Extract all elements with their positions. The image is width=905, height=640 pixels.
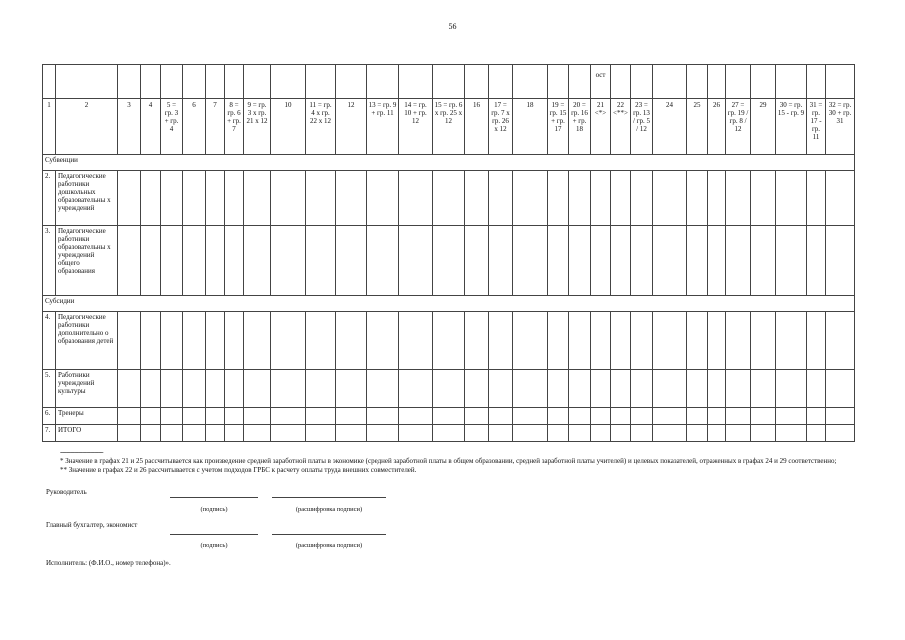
table-cell	[569, 370, 591, 408]
table-cell	[161, 65, 183, 99]
chief-signature-line	[170, 534, 258, 535]
table-cell	[826, 370, 855, 408]
table-cell	[225, 312, 244, 370]
table-cell	[433, 408, 465, 425]
table-cell	[183, 312, 206, 370]
table-cell	[776, 312, 807, 370]
row-label: Педагогические работники дополнительно о образования детей	[56, 312, 118, 370]
table-cell	[56, 65, 118, 99]
chief-label: Главный бухгалтер, экономист	[46, 521, 138, 529]
column-header: 7	[206, 99, 225, 155]
table-cell	[708, 370, 726, 408]
table-cell	[826, 171, 855, 226]
table-cell	[751, 408, 776, 425]
table-cell	[751, 425, 776, 442]
executor-line: Исполнитель: (Ф.И.О., номер телефона)».	[46, 559, 171, 567]
table-cell	[653, 171, 687, 226]
column-header: 23 = гр. 13 / гр. 5 / 12	[631, 99, 653, 155]
table-cell	[687, 226, 708, 296]
column-header: 26	[708, 99, 726, 155]
table-cell	[807, 65, 826, 99]
table-cell	[271, 312, 306, 370]
column-header: 1	[43, 99, 56, 155]
table-cell	[807, 171, 826, 226]
table-cell	[141, 171, 161, 226]
table-cell	[433, 370, 465, 408]
table-cell	[776, 65, 807, 99]
table-cell	[206, 226, 225, 296]
table-cell	[569, 312, 591, 370]
head-sign-caption: (подпись)	[200, 506, 228, 513]
table-cell	[206, 408, 225, 425]
table-cell	[118, 65, 141, 99]
table-cell	[653, 312, 687, 370]
row-label: Работники учреждений культуры	[56, 370, 118, 408]
table-cell	[653, 226, 687, 296]
table-row	[43, 226, 855, 296]
table-cell	[611, 425, 631, 442]
table-cell	[513, 171, 548, 226]
table-cell	[751, 370, 776, 408]
table-cell	[336, 425, 367, 442]
column-header: 22 <**>	[611, 99, 631, 155]
table-cell	[489, 370, 513, 408]
table-cell	[489, 425, 513, 442]
table-cell	[807, 312, 826, 370]
table-cell	[183, 425, 206, 442]
table-cell	[708, 408, 726, 425]
table-cell	[271, 425, 306, 442]
table-cell	[513, 408, 548, 425]
table-cell	[726, 226, 751, 296]
table-cell	[244, 370, 271, 408]
table-cell	[225, 226, 244, 296]
head-label: Руководитель	[46, 488, 87, 496]
table-cell	[336, 312, 367, 370]
table-top-row	[43, 65, 855, 99]
table-cell	[631, 408, 653, 425]
table-cell	[399, 226, 433, 296]
table-row	[43, 312, 855, 370]
table-cell	[433, 425, 465, 442]
table-cell	[807, 226, 826, 296]
row-number: 6.	[43, 408, 56, 425]
table-cell	[548, 171, 569, 226]
table-cell	[591, 408, 611, 425]
table-cell	[244, 425, 271, 442]
table-cell	[183, 171, 206, 226]
table-cell	[118, 370, 141, 408]
table-cell	[336, 65, 367, 99]
row-number: 2.	[43, 171, 56, 226]
table-cell	[807, 425, 826, 442]
table-cell	[548, 425, 569, 442]
table-cell	[43, 65, 56, 99]
column-header: 4	[141, 99, 161, 155]
table-row	[43, 370, 855, 408]
table-cell	[465, 312, 489, 370]
table-cell	[726, 425, 751, 442]
table-cell	[653, 370, 687, 408]
row-number: 3.	[43, 226, 56, 296]
table-cell	[687, 425, 708, 442]
table-cell	[367, 171, 399, 226]
section-title: Субвенции	[43, 155, 855, 171]
table-cell	[225, 408, 244, 425]
table-cell	[118, 312, 141, 370]
table-cell	[591, 370, 611, 408]
table-cell	[399, 171, 433, 226]
top-row-fragment: ост	[595, 71, 606, 79]
head-decode-line	[272, 497, 386, 498]
table-cell	[776, 370, 807, 408]
table-cell	[826, 226, 855, 296]
table-cell	[161, 171, 183, 226]
table-cell	[399, 370, 433, 408]
table-cell	[653, 425, 687, 442]
table-cell	[244, 312, 271, 370]
section-row	[43, 296, 855, 312]
table-cell	[708, 65, 726, 99]
table-cell	[826, 65, 855, 99]
table-cell	[141, 370, 161, 408]
table-cell	[513, 425, 548, 442]
table-cell	[687, 408, 708, 425]
column-number-row	[43, 99, 855, 155]
table-cell	[548, 312, 569, 370]
column-header: 32 = гр. 30 + гр. 31	[826, 99, 855, 155]
column-header: 14 = гр. 10 + гр. 12	[399, 99, 433, 155]
table-cell	[141, 425, 161, 442]
table-cell	[244, 171, 271, 226]
table-cell	[306, 65, 336, 99]
section-title: Субсидии	[43, 296, 855, 312]
table-cell	[548, 65, 569, 99]
table-cell	[569, 226, 591, 296]
footnotes	[42, 448, 872, 475]
table-cell	[489, 226, 513, 296]
column-header: 25	[687, 99, 708, 155]
table-cell	[548, 226, 569, 296]
column-header: 16	[465, 99, 489, 155]
table-cell	[465, 65, 489, 99]
report-table	[42, 64, 855, 442]
table-cell	[489, 408, 513, 425]
table-cell	[306, 171, 336, 226]
table-cell	[465, 171, 489, 226]
table-cell	[399, 312, 433, 370]
page-number: 56	[448, 22, 457, 31]
row-label: Тренеры	[56, 408, 118, 425]
table-cell	[513, 312, 548, 370]
column-header: 12	[336, 99, 367, 155]
row-label: ИТОГО	[56, 425, 118, 442]
table-cell	[631, 425, 653, 442]
table-row	[43, 171, 855, 226]
table-cell	[653, 408, 687, 425]
table-cell	[306, 312, 336, 370]
table-cell	[306, 425, 336, 442]
section-row	[43, 155, 855, 171]
table-cell	[776, 425, 807, 442]
table-cell	[118, 226, 141, 296]
table-cell	[161, 408, 183, 425]
table-cell	[118, 171, 141, 226]
table-cell	[569, 425, 591, 442]
row-number: 4.	[43, 312, 56, 370]
table-cell	[708, 226, 726, 296]
table-cell	[306, 226, 336, 296]
column-header: 21 <*>	[591, 99, 611, 155]
column-header: 13 = гр. 9 + гр. 11	[367, 99, 399, 155]
table-cell	[271, 408, 306, 425]
table-row	[43, 408, 855, 425]
table-cell	[183, 370, 206, 408]
table-cell	[465, 425, 489, 442]
table-cell	[611, 226, 631, 296]
table-cell	[367, 370, 399, 408]
footnote-2: ** Значение в графах 22 и 26 рассчитывается с учетом подходов ГРБС к расчету оплаты труда внешних совместителей.	[60, 466, 417, 474]
column-header: 20 = гр. 16 + гр. 18	[569, 99, 591, 155]
table-cell	[631, 226, 653, 296]
table-cell	[631, 171, 653, 226]
row-label: Педагогические работники дошкольных образовательны х учреждений	[56, 171, 118, 226]
table-cell	[271, 370, 306, 408]
table-cell	[206, 425, 225, 442]
table-cell	[225, 171, 244, 226]
table-cell	[433, 65, 465, 99]
table-cell	[161, 370, 183, 408]
column-header: 5 = гр. 3 + гр. 4	[161, 99, 183, 155]
table-cell	[687, 65, 708, 99]
table-cell	[726, 171, 751, 226]
table-cell	[726, 408, 751, 425]
table-cell	[611, 408, 631, 425]
table-cell	[118, 408, 141, 425]
chief-sign-caption: (подпись)	[200, 542, 228, 549]
table-cell	[367, 408, 399, 425]
table-cell	[513, 226, 548, 296]
table-cell	[206, 65, 225, 99]
table-cell	[244, 408, 271, 425]
table-cell	[465, 370, 489, 408]
table-cell	[465, 408, 489, 425]
table-cell	[569, 171, 591, 226]
table-cell	[751, 171, 776, 226]
table-cell	[489, 312, 513, 370]
table-cell	[726, 65, 751, 99]
table-cell	[336, 370, 367, 408]
column-header: 2	[56, 99, 118, 155]
table-cell	[631, 65, 653, 99]
table-cell	[807, 370, 826, 408]
table-cell	[569, 408, 591, 425]
table-cell	[826, 312, 855, 370]
table-cell	[141, 226, 161, 296]
table-cell	[726, 312, 751, 370]
table-cell	[653, 65, 687, 99]
table-cell	[489, 65, 513, 99]
table-cell	[118, 425, 141, 442]
table-cell	[206, 370, 225, 408]
table-cell	[206, 312, 225, 370]
table-cell	[708, 425, 726, 442]
row-number: 5.	[43, 370, 56, 408]
column-header: 19 = гр. 15 + гр. 17	[548, 99, 569, 155]
table-cell	[244, 226, 271, 296]
table-cell	[161, 312, 183, 370]
table-cell	[141, 65, 161, 99]
table-cell	[708, 312, 726, 370]
table-cell	[271, 171, 306, 226]
table-cell	[776, 226, 807, 296]
table-cell	[271, 65, 306, 99]
column-header: 8 = гр. 6 + гр. 7	[225, 99, 244, 155]
table-cell	[548, 370, 569, 408]
column-header: 24	[653, 99, 687, 155]
table-cell	[399, 65, 433, 99]
head-signature-line	[170, 497, 258, 498]
table-row	[43, 425, 855, 442]
column-header: 3	[118, 99, 141, 155]
column-header: 10	[271, 99, 306, 155]
footnote-1: * Значение в графах 21 и 25 рассчитывается как произведение средней заработной платы в экономике (средней заработной платы в общем образовании, средней заработной платы учителей) и целевых показателей, отраженных в графах 24 и 29 соответственно;	[60, 457, 837, 465]
table-cell	[631, 312, 653, 370]
table-cell	[591, 425, 611, 442]
table-cell	[807, 408, 826, 425]
table-cell	[433, 171, 465, 226]
table-cell	[687, 171, 708, 226]
table-cell	[513, 370, 548, 408]
table-cell	[336, 226, 367, 296]
table-cell	[591, 65, 611, 99]
table-cell	[399, 408, 433, 425]
table-cell	[244, 65, 271, 99]
column-header: 15 = гр. 6 х гр. 25 х 12	[433, 99, 465, 155]
table-cell	[465, 226, 489, 296]
table-cell	[367, 425, 399, 442]
chief-decode-caption: (расшифровка подписи)	[295, 542, 363, 549]
head-decode-caption: (расшифровка подписи)	[295, 506, 363, 513]
column-header: 29	[751, 99, 776, 155]
table-cell	[611, 312, 631, 370]
footnote-separator: --------------------------------	[60, 448, 103, 456]
table-cell	[751, 65, 776, 99]
table-cell	[306, 370, 336, 408]
table-cell	[161, 226, 183, 296]
table-cell	[513, 65, 548, 99]
row-label: Педагогические работники образовательны х учреждений общего образования	[56, 226, 118, 296]
table-cell	[367, 312, 399, 370]
column-header: 18	[513, 99, 548, 155]
table-cell	[336, 408, 367, 425]
chief-decode-line	[272, 534, 386, 535]
table-cell	[225, 370, 244, 408]
table-cell	[367, 65, 399, 99]
table-cell	[708, 171, 726, 226]
table-cell	[751, 312, 776, 370]
table-cell	[826, 425, 855, 442]
table-cell	[141, 312, 161, 370]
table-cell	[726, 370, 751, 408]
column-header: 30 = гр. 15 - гр. 9	[776, 99, 807, 155]
table-cell	[611, 171, 631, 226]
table-cell	[751, 226, 776, 296]
table-cell	[399, 425, 433, 442]
column-header: 27 = гр. 19 / гр. 8 / 12	[726, 99, 751, 155]
table-cell	[183, 408, 206, 425]
table-cell	[776, 171, 807, 226]
column-header: 31 = гр. 17 - гр. 11	[807, 99, 826, 155]
table-cell	[489, 171, 513, 226]
table-cell	[631, 370, 653, 408]
table-cell	[271, 226, 306, 296]
table-cell	[141, 408, 161, 425]
column-header: 9 = гр. 3 х гр. 21 х 12	[244, 99, 271, 155]
column-header: 11 = гр. 4 х гр. 22 х 12	[306, 99, 336, 155]
table-cell	[206, 171, 225, 226]
table-cell	[611, 65, 631, 99]
table-cell	[336, 171, 367, 226]
table-cell	[183, 65, 206, 99]
table-cell	[569, 65, 591, 99]
table-cell	[591, 226, 611, 296]
table-cell	[225, 65, 244, 99]
column-header: 6	[183, 99, 206, 155]
table-cell	[433, 226, 465, 296]
table-cell	[306, 408, 336, 425]
table-cell	[367, 226, 399, 296]
table-cell	[687, 370, 708, 408]
column-header: 17 = гр. 7 х гр. 26 х 12	[489, 99, 513, 155]
row-number: 7.	[43, 425, 56, 442]
table-cell	[591, 171, 611, 226]
table-cell	[591, 312, 611, 370]
table-cell	[826, 408, 855, 425]
table-cell	[687, 312, 708, 370]
table-cell	[776, 408, 807, 425]
table-cell	[161, 425, 183, 442]
table-cell	[225, 425, 244, 442]
table-cell	[433, 312, 465, 370]
table-cell	[183, 226, 206, 296]
table-cell	[611, 370, 631, 408]
table-cell	[548, 408, 569, 425]
